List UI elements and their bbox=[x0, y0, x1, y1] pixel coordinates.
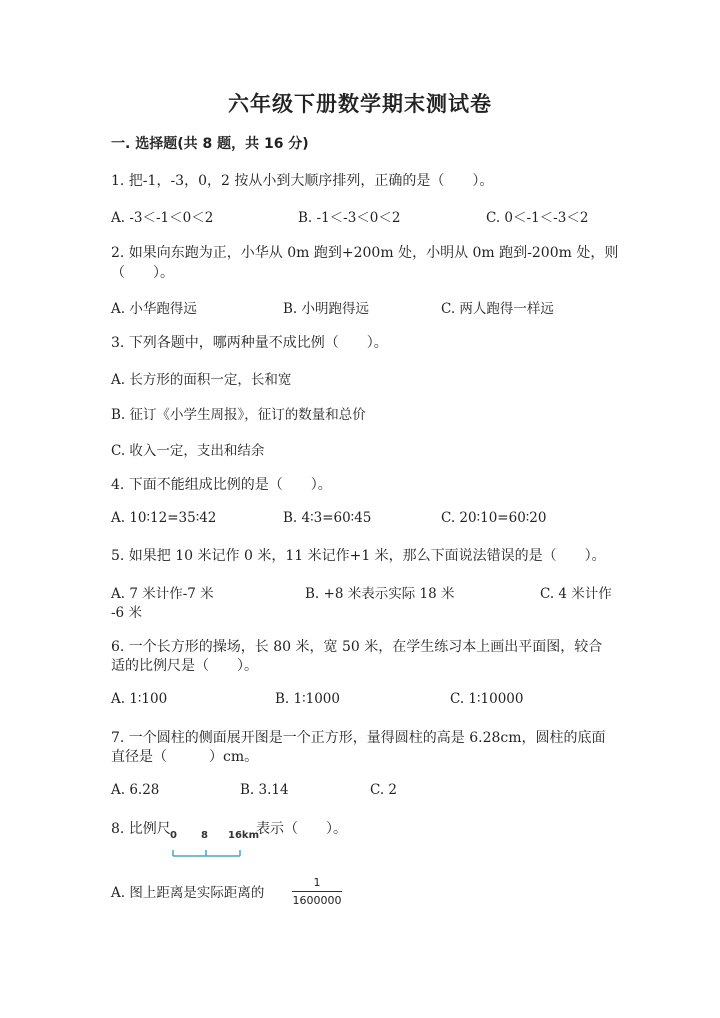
question-1-option-a[interactable]: A. -3＜-1＜0＜2 bbox=[111, 210, 214, 226]
scale-bar bbox=[170, 842, 250, 866]
question-6-stem-line2: 适的比例尺是（ ）。 bbox=[111, 658, 258, 674]
question-4-option-c[interactable]: C. 20∶10=60∶20 bbox=[441, 510, 547, 526]
scale-label-8: 8 bbox=[201, 830, 208, 841]
question-2-option-b[interactable]: B. 小明跑得远 bbox=[283, 301, 370, 317]
scale-label-16km: 16km bbox=[228, 830, 259, 841]
question-7-option-b[interactable]: B. 3.14 bbox=[240, 782, 289, 798]
page-title: 六年级下册数学期末测试卷 bbox=[228, 92, 492, 116]
question-1-stem: 1. 把-1，-3，0，2 按从小到大顺序排列，正确的是（ ）。 bbox=[111, 173, 494, 189]
fraction-denominator: 1600000 bbox=[292, 894, 342, 907]
question-4-option-a[interactable]: A. 10∶12=35∶42 bbox=[111, 510, 217, 526]
question-6-option-b[interactable]: B. 1∶1000 bbox=[275, 691, 340, 707]
question-1-option-c[interactable]: C. 0＜-1＜-3＜2 bbox=[486, 210, 589, 226]
question-4-stem: 4. 下面不能组成比例的是（ ）。 bbox=[111, 477, 332, 493]
question-7-stem-line1: 7. 一个圆柱的侧面展开图是一个正方形，量得圆柱的高是 6.28cm，圆柱的底面 bbox=[111, 730, 606, 746]
question-6-stem-line1: 6. 一个长方形的操场，长 80 米，宽 50 米，在学生练习本上画出平面图，较合 bbox=[111, 639, 603, 655]
question-5-option-b[interactable]: B. +8 米表示实际 18 米 bbox=[305, 586, 455, 602]
question-7-option-c[interactable]: C. 2 bbox=[370, 782, 398, 798]
fraction-bar bbox=[292, 891, 342, 892]
question-5-stem: 5. 如果把 10 米记作 0 米，11 米记作+1 米，那么下面说法错误的是（ ）。 bbox=[111, 548, 606, 564]
question-2-stem-line1: 2. 如果向东跑为正，小华从 0m 跑到+200m 处，小明从 0m 跑到-200m 处，则 bbox=[111, 245, 619, 261]
question-8-stem-post: 表示（ ）。 bbox=[256, 821, 347, 837]
question-6-option-a[interactable]: A. 1∶100 bbox=[111, 691, 168, 707]
scale-label-0: 0 bbox=[170, 830, 177, 841]
question-5-option-c[interactable]: C. 4 米计作 bbox=[540, 586, 612, 602]
question-2-stem-line2: （ ）。 bbox=[111, 265, 174, 281]
question-7-option-a[interactable]: A. 6.28 bbox=[111, 782, 160, 798]
question-5-option-c-cont: -6 米 bbox=[111, 605, 142, 621]
question-1-option-b[interactable]: B. -1＜-3＜0＜2 bbox=[298, 210, 401, 226]
question-4-option-b[interactable]: B. 4∶3=60∶45 bbox=[283, 510, 372, 526]
question-2-option-a[interactable]: A. 小华跑得远 bbox=[111, 301, 197, 317]
question-3-option-c[interactable]: C. 收入一定，支出和结余 bbox=[111, 443, 265, 459]
question-7-stem-line2: 直径是（ ）cm。 bbox=[111, 749, 259, 765]
question-6-option-c[interactable]: C. 1∶10000 bbox=[450, 691, 524, 707]
question-3-stem: 3. 下列各题中，哪两种量不成比例（ ）。 bbox=[111, 335, 388, 351]
question-2-option-c[interactable]: C. 两人跑得一样远 bbox=[441, 301, 554, 317]
section-heading: 一. 选择题(共 8 题，共 16 分) bbox=[111, 136, 309, 152]
question-5-option-a[interactable]: A. 7 米计作-7 米 bbox=[111, 586, 214, 602]
question-3-option-b[interactable]: B. 征订《小学生周报》，征订的数量和总价 bbox=[111, 407, 366, 423]
question-8-option-a[interactable]: A. 图上距离是实际距离的 bbox=[111, 885, 265, 901]
fraction-numerator: 1 bbox=[313, 876, 321, 889]
question-3-option-a[interactable]: A. 长方形的面积一定，长和宽 bbox=[111, 372, 292, 388]
question-8-stem-pre: 8. 比例尺 bbox=[111, 821, 171, 837]
fraction bbox=[292, 876, 342, 907]
